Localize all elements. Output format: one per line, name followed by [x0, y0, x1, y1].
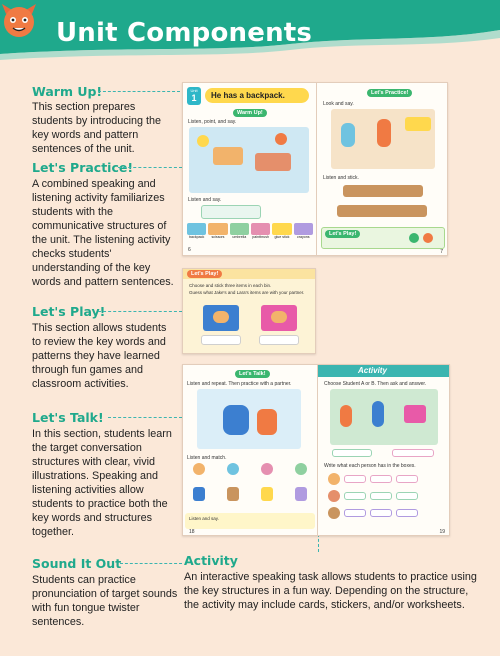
vocab-item	[272, 223, 291, 239]
worksheet-row	[328, 490, 442, 502]
book3-step-a: Listen and repeat. Then practice with a partner.	[187, 381, 292, 387]
book1-step-d: Listen and stick.	[323, 175, 359, 181]
book1-left-page	[183, 83, 316, 255]
vocab-word: glue stick	[274, 235, 290, 239]
section-body-activity: An interactive speaking task allows students to practice using the key structures in a fun way. Depending on the structure, the activity may include cards, stickers, and/or worksheets.	[184, 571, 477, 611]
illus-desk-2	[255, 153, 291, 171]
illus-kid-6	[340, 405, 352, 427]
vocab-picture	[272, 223, 291, 235]
unit-heading-bar	[205, 88, 309, 103]
illus-kid-3	[341, 123, 355, 147]
illus-backpack	[223, 405, 249, 435]
backpack-illustration	[197, 389, 301, 449]
worksheet-grid	[328, 473, 442, 519]
match-item	[227, 463, 239, 475]
section-title-practice: Let's Practice!	[32, 160, 134, 175]
match-item	[261, 463, 273, 475]
match-item	[295, 487, 307, 501]
play-dot-2	[423, 233, 433, 243]
match-item	[227, 487, 239, 501]
book1-step-a: Listen, point, and say.	[188, 119, 237, 125]
section-body-practice: A combined speaking and listening activity familiarizes students with the communicative structures of the unit. The listening activity checks students' understanding of the key words and pattern sentences.	[32, 178, 174, 288]
vocab-picture	[294, 223, 313, 235]
unit-heading: He has a backpack.	[211, 91, 285, 100]
worksheet-box	[344, 492, 366, 500]
vocab-picture	[251, 223, 270, 235]
match-item	[295, 463, 307, 475]
match-row-top	[193, 463, 307, 475]
book2-face-2	[271, 311, 287, 323]
connector-play	[98, 311, 182, 312]
book3-step-b: Listen and match.	[187, 455, 227, 461]
section-body-warm-up: This section prepares students by introducing the key words and pattern sentences of the unit.	[32, 101, 162, 155]
match-row-bottom	[193, 487, 307, 501]
worksheet-box	[370, 509, 392, 517]
illus-kid-2	[275, 133, 287, 145]
vocab-word: scissors	[211, 235, 225, 239]
worksheet-box	[396, 509, 418, 517]
book-spread-3	[182, 364, 450, 536]
illus-easel	[404, 405, 426, 423]
connector-practice	[118, 167, 182, 168]
vocab-picture	[187, 223, 206, 235]
section-title-play: Let's Play!	[32, 304, 106, 319]
book3-page-right: 19	[439, 529, 445, 535]
vocab-row	[187, 223, 313, 239]
book2-play-tag: Let's Play!	[187, 270, 222, 278]
vocab-item	[208, 223, 227, 239]
illus-kid-1	[197, 135, 209, 147]
worksheet-face	[328, 490, 340, 502]
section-body-play: This section allows students to review the key words and patterns they have learned through fun games and classroom activities.	[32, 322, 167, 390]
book1-step-c: Look and say.	[323, 101, 354, 107]
vocab-word: crayons	[297, 235, 310, 239]
worksheet-row	[328, 473, 442, 485]
illus-kid-7	[372, 401, 384, 427]
worksheet-box	[396, 492, 418, 500]
book3-step-d: Write what each person has in the boxes.	[324, 463, 416, 469]
illus-desk-1	[213, 147, 243, 165]
unit-badge-label: Unit	[190, 88, 198, 93]
warm-up-tag: Warm Up!	[233, 109, 267, 117]
unit-badge	[187, 87, 201, 105]
worksheet-box	[344, 509, 366, 517]
book3-page-left: 18	[189, 529, 195, 535]
play-strip-tag: Let's Play!	[325, 230, 360, 238]
book2-step-a: Choose and stick three items in each bin.	[189, 283, 272, 288]
book2-answer-2	[259, 335, 299, 345]
worksheet-row	[328, 507, 442, 519]
book3-step-c: Choose Student A or B. Then ask and answer.	[324, 381, 427, 387]
book2-step-b: Guess what Jake's and Lara's items are with your partner.	[189, 290, 305, 295]
match-item	[193, 487, 205, 501]
book2-face-1	[213, 311, 229, 323]
book1-step-b: Listen and say.	[188, 197, 222, 203]
section-body-talk: In this section, students learn the target conversation structures with clear, vivid illustrations. Speaking and listening activities allow students to practice both the key words and structures together.	[32, 428, 172, 538]
vocab-word: paintbrush	[252, 235, 270, 239]
match-item	[261, 487, 273, 501]
connector-sound	[120, 563, 182, 564]
vocab-picture	[230, 223, 249, 235]
illus-kid-4	[377, 119, 391, 147]
worksheet-box	[344, 475, 366, 483]
book-spread-2	[182, 268, 316, 354]
book1-right-page	[317, 83, 448, 255]
illus-shelf	[405, 117, 431, 131]
header-banner	[0, 0, 500, 62]
section-body-sound: Students can practice pronunciation of target sounds with fun tongue twister sentences.	[32, 574, 178, 628]
connector-talk	[108, 417, 182, 418]
section-title-sound: Sound It Out	[32, 556, 122, 571]
section-title-activity: Activity	[184, 553, 238, 568]
section-title-talk: Let's Talk!	[32, 410, 104, 425]
worksheet-face	[328, 507, 340, 519]
sticker-shelf-1	[343, 185, 423, 197]
book2-answer-1	[201, 335, 241, 345]
sticker-shelf-2	[337, 205, 427, 217]
vocab-word: backpack	[189, 235, 205, 239]
activity-header-title: Activity	[358, 366, 387, 375]
worksheet-box	[370, 492, 392, 500]
practice-tag: Let's Practice!	[367, 89, 412, 97]
vocab-item	[230, 223, 249, 239]
worksheet-box	[370, 475, 392, 483]
section-title-warm-up: Warm Up!	[32, 84, 103, 99]
book1-page-right: 7	[440, 249, 443, 255]
worksheet-face	[328, 473, 340, 485]
book1-page-left: 6	[188, 247, 191, 253]
talk-tag: Let's Talk!	[235, 370, 270, 378]
book3-left-page	[183, 365, 317, 535]
vocab-item	[187, 223, 206, 239]
match-item	[193, 463, 205, 475]
worksheet-box	[396, 475, 418, 483]
vocab-item	[294, 223, 313, 239]
book3-right-page	[318, 365, 450, 535]
vocab-bubble	[201, 205, 261, 219]
sound-strip-label: Listen and say.	[189, 516, 219, 521]
mascot-icon	[0, 0, 38, 40]
vocab-picture	[208, 223, 227, 235]
vocab-item	[251, 223, 270, 239]
connector-warm-up	[98, 91, 180, 92]
speech-bubble-2	[392, 449, 434, 457]
play-dot-1	[409, 233, 419, 243]
book-spread-1	[182, 82, 448, 256]
vocab-word: umbrella	[232, 235, 247, 239]
speech-bubble-1	[332, 449, 372, 457]
illus-kid-5	[257, 409, 277, 435]
page-title: Unit Components	[56, 18, 313, 48]
unit-badge-number: 1	[191, 93, 197, 103]
